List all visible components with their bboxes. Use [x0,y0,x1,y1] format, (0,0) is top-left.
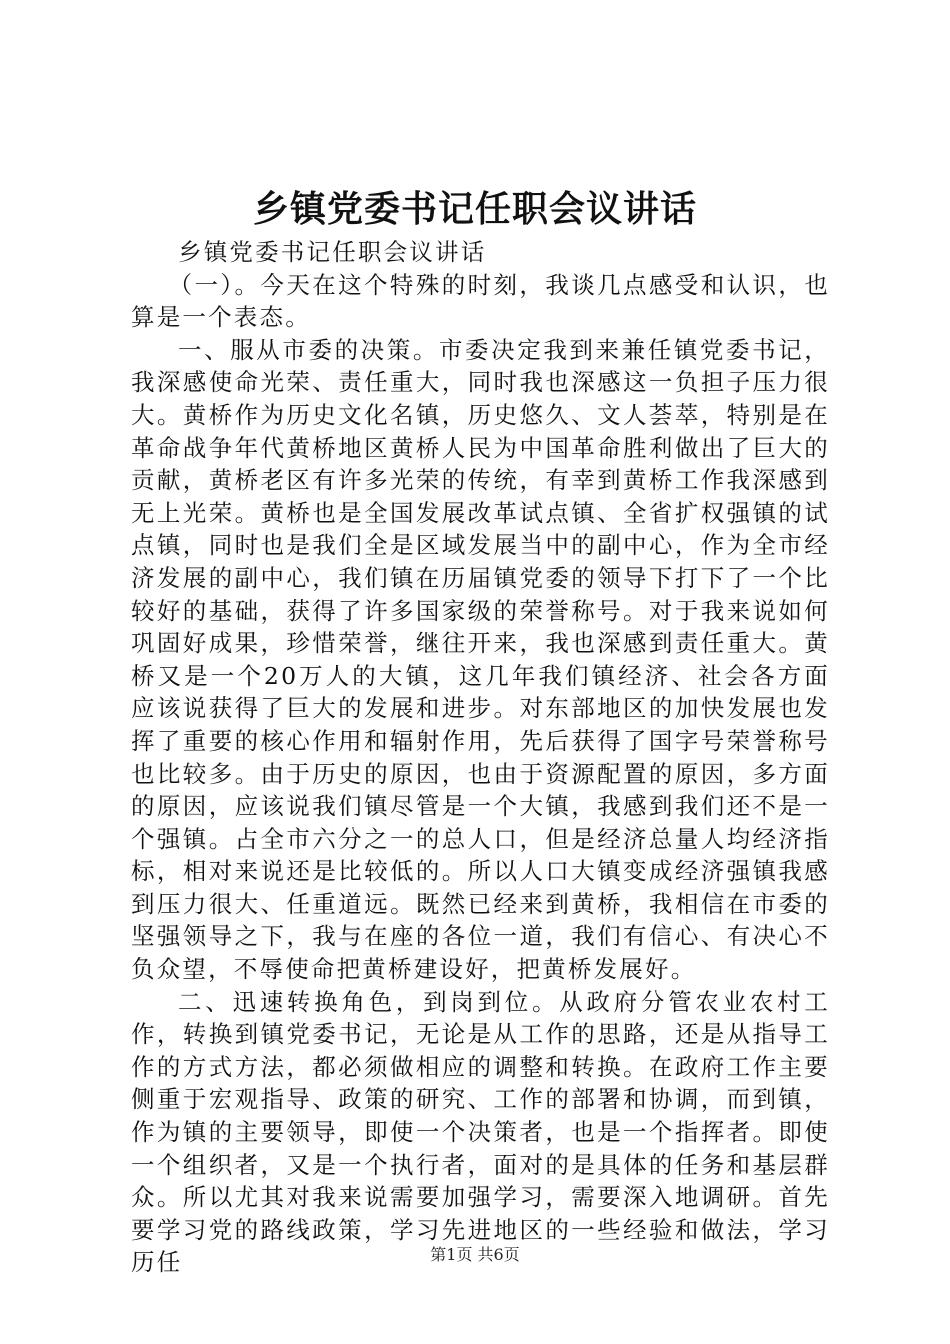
paragraph-section-two: 二、迅速转换角色，到岗到位。从政府分管农业农村工作，转换到镇党委书记，无论是从工作的思路，还是从指导工作的方式方法，都必须做相应的调整和转换。在政府工作主要侧重于宏观指导、政策的研究、工作的部署和协调，而到镇，作为镇的主要领导，即使一个决策者，也是一个指挥者。即使一个组织者，又是一个执行者，面对的是具体的任务和基层群众。所以尤其对我来说需要加强学习，需要深入地调研。首先要学习党的路线政策，学习先进地区的一些经验和做法，学习历任 [131,987,830,1277]
document-title: 乡镇党委书记任职会议讲话 [252,188,697,230]
paragraph-intro: （一）。今天在这个特殊的时刻，我谈几点感受和认识，也算是一个表态。 [131,270,830,332]
document-body [131,236,830,1279]
page-footer: 第1页 共6页 [430,1245,520,1264]
paragraph-section-one: 一、服从市委的决策。市委决定我到来兼任镇党委书记，我深感使命光荣、责任重大，同时我也深感这一负担子压力很大。黄桥作为历史文化名镇，历史悠久、文人荟萃，特别是在革命战争年代黄桥地区黄桥人民为中国革命胜利做出了巨大的贡献，黄桥老区有许多光荣的传统，有幸到黄桥工作我深感到无上光荣。黄桥也是全国发展改革试点镇、全省扩权强镇的试点镇，同时也是我们全是区域发展当中的副中心，作为全市经济发展的副中心，我们镇在历届镇党委的领导下打下了一个比较好的基础，获得了许多国家级的荣誉称号。对于我来说如何巩固好成果，珍惜荣誉，继往开来，我也深感到责任重大。黄桥又是一个20万人的大镇，这几年我们镇经济、社会各方面应该说获得了巨大的发展和进步。对东部地区的加快发展也发挥了重要的核心作用和辐射作用，先后获得了国字号荣誉称号也比较多。由于历史的原因，也由于资源配置的原因，多方面的原因，应该说我们镇尽管是一个大镇，我感到我们还不是一个强镇。占全市六分之一的总人口，但是经济总量人均经济指标，相对来说还是比较低的。所以人口大镇变成经济强镇我感到压力很大、任重道远。既然已经来到黄桥，我相信在市委的坚强领导之下，我与在座的各位一道，我们有信心、有决心不负众望，不辱使命把黄桥建设好，把黄桥发展好。 [131,335,830,984]
subtitle-line: 乡镇党委书记任职会议讲话 [178,238,487,266]
